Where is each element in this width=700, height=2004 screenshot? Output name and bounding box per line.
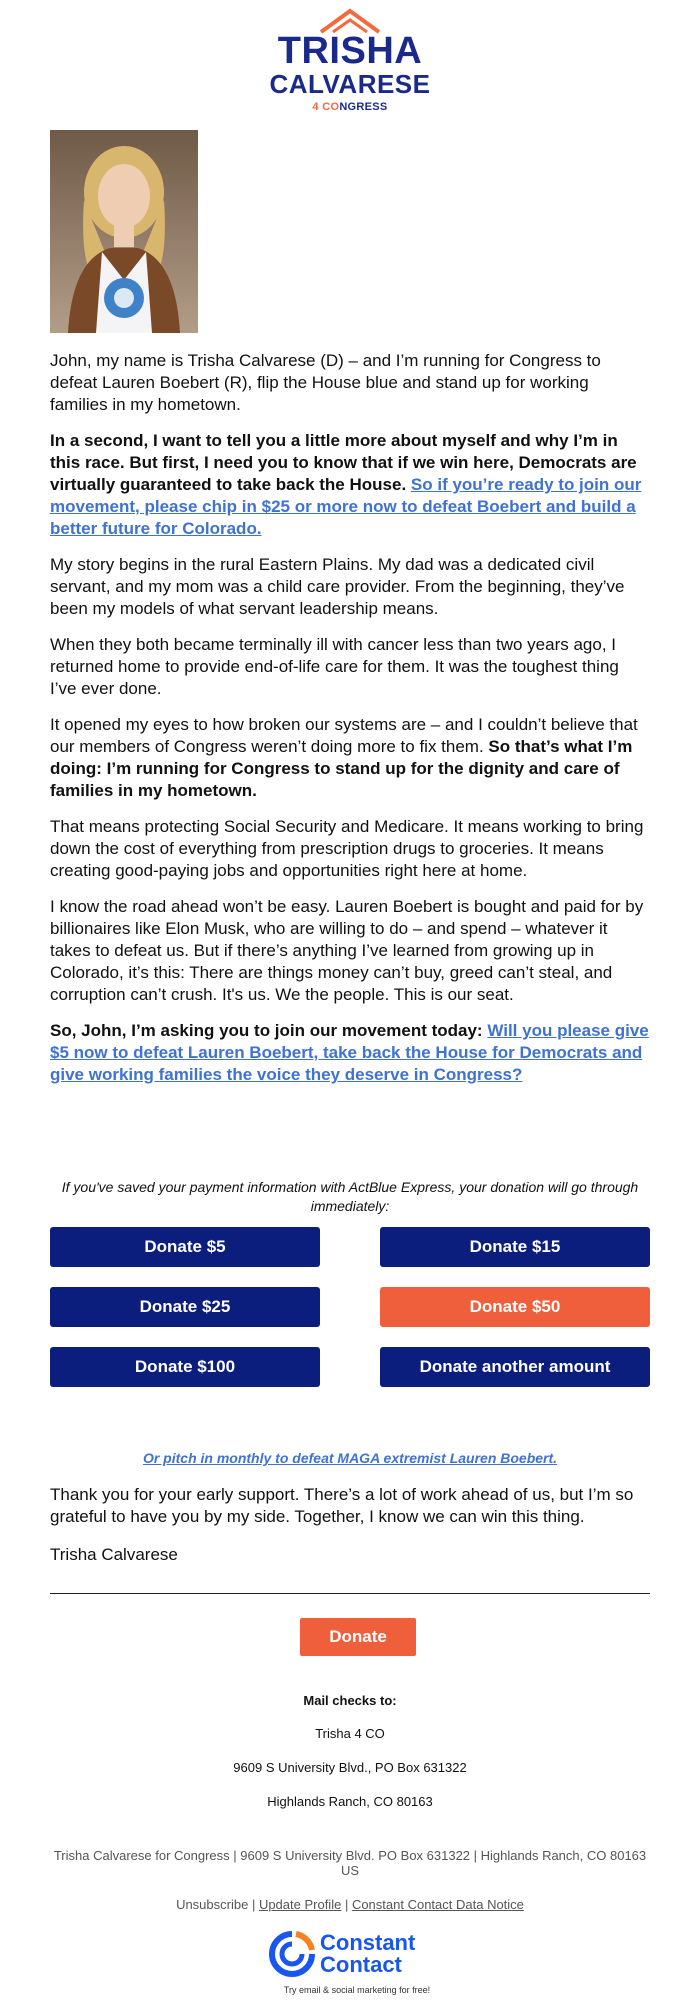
constant-contact-logo[interactable] — [268, 1930, 448, 2000]
donate-5-button[interactable]: Donate $5 — [50, 1227, 320, 1267]
paragraph-parents: When they both became terminally ill with cancer less than two years ago, I returned home to provide end-of-life care for them. It was the toughest thing I’ve ever done. — [50, 635, 619, 698]
chip-in-link[interactable]: So if you’re ready to join our movement, please chip in $25 or more now to defeat Boebert and build a better future for Colorado. — [50, 475, 642, 538]
donate-100-button[interactable]: Donate $100 — [50, 1347, 320, 1387]
monthly-donation — [50, 1450, 650, 1468]
monthly-donation-link[interactable]: Or pitch in monthly to defeat MAGA extremist Lauren Boebert. — [142, 1450, 558, 1466]
signature: Trisha Calvarese — [50, 1545, 178, 1564]
paragraph-story: My story begins in the rural Eastern Plains. My dad was a dedicated civil servant, and my mom was a child care provider. From the beginning, they’ve been my models of what servant leadership means. — [50, 555, 625, 618]
footer-links: Unsubscribe | Update Profile | Constant Contact Data Notice — [176, 1897, 524, 1912]
mail-line-name: Trisha 4 CO — [315, 1726, 385, 1741]
campaign-logo — [250, 8, 450, 112]
unsubscribe-link[interactable]: Unsubscribe — [176, 1897, 249, 1912]
paragraph-final-ask: So, John, I’m asking you to join our movement today: Will you please give $5 now to defeat Lauren Boebert, take back the House for Democrats and give working families the voice they deserve in Congress? — [50, 1021, 649, 1084]
thank-you-paragraph: Thank you for your early support. There’s a lot of work ahead of us, but I’m so grateful to have you by my side. Together, I know we can win this thing. — [50, 1485, 634, 1526]
paragraph-ask: In a second, I want to tell you a little more about myself and why I’m in this race. But first, I need you to know that if we win here, Democrats are virtually guaranteed to take back the House. So if you’re ready to join our movement, please chip in $25 or more now to defeat Boebert and build a better future for Colorado. — [50, 431, 642, 538]
closing — [50, 1484, 650, 1582]
logo-tagline: 4 CONGRESS — [312, 101, 388, 113]
donate-other-amount-button[interactable]: Donate another amount — [380, 1347, 650, 1387]
divider — [50, 1593, 650, 1594]
donate-50-button[interactable]: Donate $50 — [380, 1287, 650, 1327]
logo-name-line2: CALVARESE — [269, 69, 431, 99]
paragraph-road-ahead: I know the road ahead won’t be easy. Lauren Boebert is bought and paid for by billionaires like Elon Musk, who are willing to do – and spend – whatever it takes to defeat us. But if there’s anything I’ve learned from growing up in Colorado, it’s this: There are things money can’t buy, greed can’t steal, and corruption can’t crush. It's us. We the people. This is our seat. — [50, 897, 644, 1004]
mail-checks-heading: Mail checks to: — [303, 1693, 397, 1708]
donate-25-button[interactable]: Donate $25 — [50, 1287, 320, 1327]
candidate-photo — [50, 130, 198, 333]
actblue-express-note: If you've saved your payment information with ActBlue Express, your donation will go through immediately: — [61, 1179, 639, 1214]
donate-15-button[interactable]: Donate $15 — [380, 1227, 650, 1267]
donate-button[interactable]: Donate — [300, 1618, 416, 1656]
constant-contact-wordmark: Constant Contact — [320, 1930, 416, 1977]
give-5-link[interactable]: Will you please give $5 now to defeat Lauren Boebert, take back the House for Democrats and give working families the voice they deserve in Congress? — [50, 1021, 649, 1084]
data-notice-link[interactable]: Constant Contact Data Notice — [351, 1897, 524, 1912]
email-body — [50, 350, 650, 1100]
paragraph-systems: It opened my eyes to how broken our systems are – and I couldn’t believe that our members of Congress weren’t doing more to fix them. So that’s what I’m doing: I’m running for Congress to stand up for the dignity and care of families in my hometown. — [50, 715, 638, 800]
mail-line-address: 9609 S University Blvd., PO Box 631322 — [233, 1760, 467, 1775]
update-profile-link[interactable]: Update Profile — [258, 1897, 342, 1912]
constant-contact-icon — [268, 1930, 316, 1978]
paragraph-priorities: That means protecting Social Security and Medicare. It means working to bring down the cost of everything from prescription drugs to groceries. It means creating good-paying jobs and opportunities right here at home. — [50, 817, 644, 880]
logo-name-line1: TRISHA — [277, 30, 423, 72]
paragraph-intro: John, my name is Trisha Calvarese (D) – and I’m running for Congress to defeat Lauren Boebert (R), flip the House blue and stand up for working families in my hometown. — [50, 351, 601, 414]
mail-line-city: Highlands Ranch, CO 80163 — [267, 1794, 433, 1809]
footer-address: Trisha Calvarese for Congress | 9609 S University Blvd. PO Box 631322 | Highlands Ranch, CO 80163 US — [53, 1848, 647, 1878]
constant-contact-tagline: Try email & social marketing for free! — [283, 1985, 431, 1995]
